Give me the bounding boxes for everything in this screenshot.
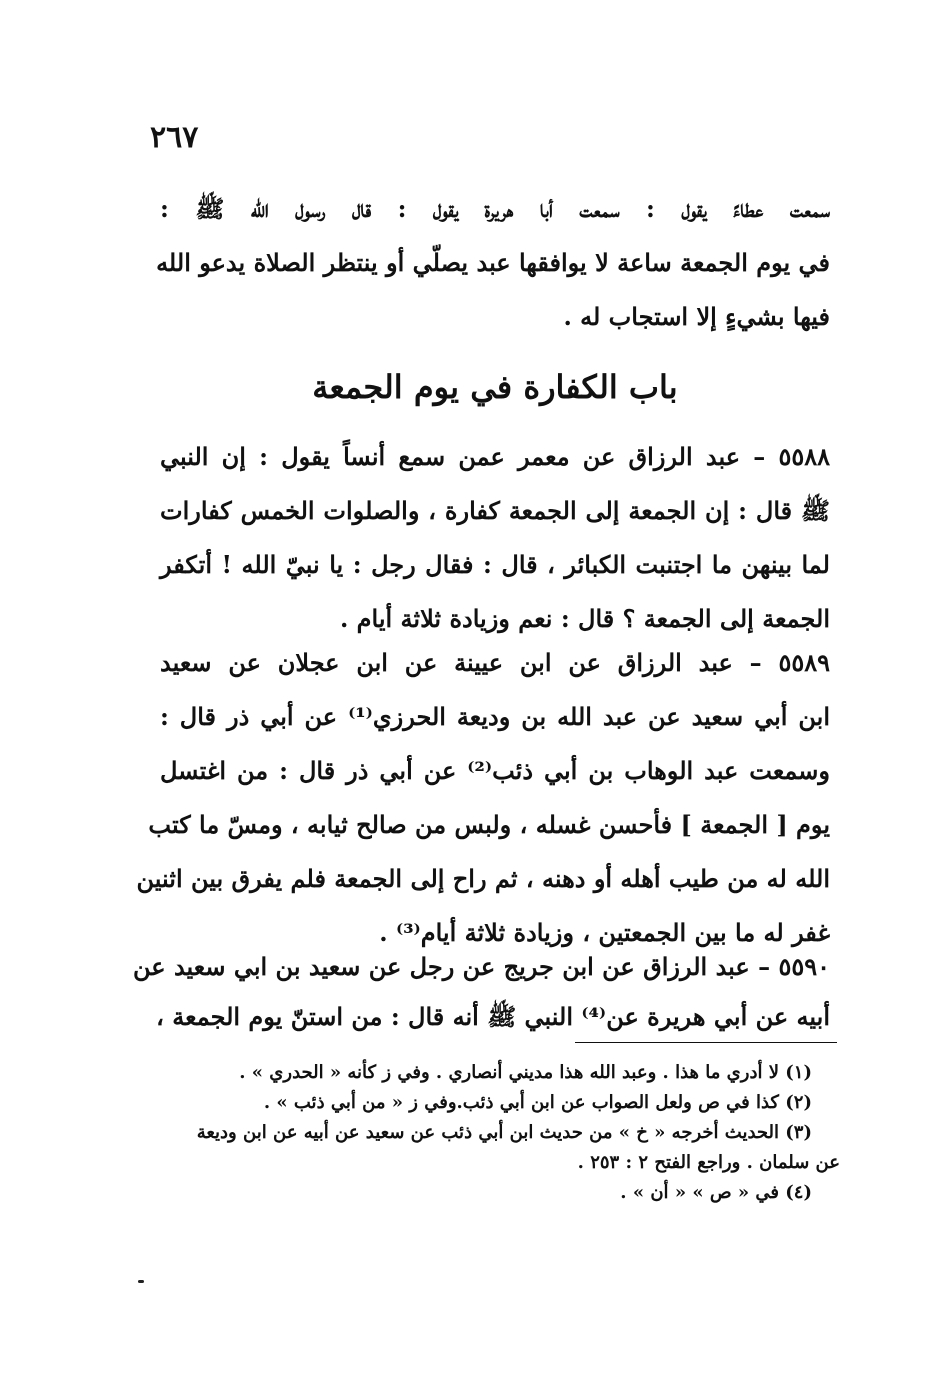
text-line: فيها بشيءٍ إلا استجاب له . xyxy=(563,302,830,331)
footnote-4: (٤) في « ص » « أن » . xyxy=(620,1182,812,1203)
text-line: ابن أبي سعيد عن عبد الله بن وديعة الحرزي⁽¹⁾ عن أبي ذر قال : xyxy=(160,702,830,731)
text-line: ٥٥٨٩ – عبد الرزاق عن ابن عيينة عن ابن عجلان عن سعيد xyxy=(160,648,830,677)
text-line: ﷺ قال : إن الجمعة إلى الجمعة كفارة ، والصلوات الخمس كفارات xyxy=(160,496,830,525)
chapter-title: باب الكفارة في يوم الجمعة xyxy=(312,368,678,406)
text-line: لما بينهن ما اجتنبت الكبائر ، قال : فقال رجل : يا نبيّ الله ! أتكفر xyxy=(160,550,830,579)
text-line: الله له من طيب أهله أو دهنه ، ثم راح إلى الجمعة فلم يفرق بين اثنين xyxy=(136,864,830,893)
footnotes xyxy=(160,1058,840,1208)
text-line: ٥٥٩٠ – عبد الرزاق عن ابن جريج عن رجل عن سعيد بن ابي سعيد عن xyxy=(133,952,830,981)
hadith-5588 xyxy=(160,430,830,646)
text-line: أبيه عن أبي هريرة عن⁽⁴⁾ النبي ﷺ أنه قال : من استنّ يوم الجمعة ، xyxy=(156,1002,830,1031)
footnote-separator xyxy=(575,1042,837,1043)
text-line: ٥٥٨٨ – عبد الرزاق عن معمر عمن سمع أنساً يقول : إن النبي xyxy=(160,442,830,471)
text-line: الجمعة إلى الجمعة ؟ قال : نعم وزيادة ثلاثة أيام . xyxy=(339,604,830,633)
text-line: سمعت عطاءً يقول : سمعت أبا هريرة يقول : قال رسول الله ﷺ : xyxy=(160,194,830,223)
footnote-3-continued: عن سلمان . وراجع الفتح ٢ : ٢٥٣ . xyxy=(577,1152,840,1173)
ink-speck xyxy=(138,1280,144,1283)
text-line: غفر له ما بين الجمعتين ، وزيادة ثلاثة أيام⁽³⁾ . xyxy=(379,918,830,947)
text-line: في يوم الجمعة ساعة لا يوافقها عبد يصلّي أو ينتظر الصلاة يدعو الله xyxy=(156,248,830,277)
page-number: ٢٦٧ xyxy=(150,120,199,155)
hadith-5590 xyxy=(133,942,830,1042)
footnote-2: (٢) كذا في ص ولعل الصواب عن ابن أبي ذئب.وفي ز « من أبي ذئب » . xyxy=(263,1092,812,1113)
text-line: يوم [ الجمعة ] فأحسن غسله ، ولبس من صالح ثيابه ، ومسّ ما كتب xyxy=(148,810,830,839)
hadith-5589 xyxy=(136,636,830,960)
text-line: وسمعت عبد الوهاب بن أبي ذئب⁽²⁾ عن أبي ذر قال : من اغتسل xyxy=(160,756,830,785)
footnote-3: (٣) الحديث أخرجه « خ » من حديث ابن أبي ذئب عن سعيد عن أبيه عن ابن وديعة xyxy=(196,1122,812,1143)
top-paragraph xyxy=(156,182,830,344)
footnote-1: (١) لا أدري ما هذا . وعبد الله هذا مديني أنصاري . وفي ز كأنه « الحدري » . xyxy=(239,1062,812,1083)
